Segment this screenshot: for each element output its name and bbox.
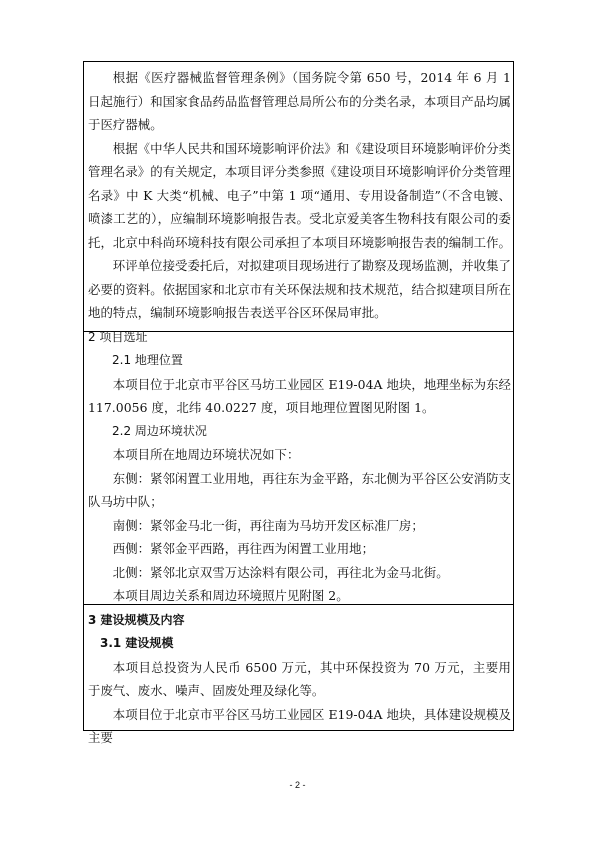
subsection-heading-scale: 3.1 建设规模: [100, 636, 174, 650]
paragraph-west-side: 西侧：紧邻金平西路，再往西为闲置工业用地；: [112, 541, 375, 556]
paragraph-classification: 根据《医疗器械监督管理条例》（国务院令第 650 号，2014 年 6 月 1 日起施行）和国家食品药品监督管理总局所公布的分类名录，本项目产品均属于医疗器械。: [88, 70, 511, 132]
paragraph-east-side: 东侧：紧邻闲置工业用地，再往东为金平路，东北侧为平谷区公安消防支队马坊中队；: [88, 470, 511, 509]
paragraph-surroundings-note: 本项目周边关系和周边环境照片见附图 2。: [112, 588, 349, 603]
paragraph-scale-details: 本项目位于北京市平谷区马坊工业园区 E19-04A 地块，具体建设规模及主要: [88, 706, 511, 745]
section-heading-site: 2 项目选址: [88, 329, 148, 344]
paragraph-eia-basis: 根据《中华人民共和国环境影响评价法》和《建设项目环境影响评价分类管理名录》的有关规定，本项目评分类参照《建设项目环境影响评价分类管理名录》中 K 大类“机械、电子”中第 1 项“通用、专用设备制造”（不含电镀、喷漆工艺的），应编制环境影响报告表。受北京爱美客生物科技有限公司的委托，北京中科尚环境科技有限公司承担了本项目环境影响报告表的编制工作。: [88, 140, 511, 250]
paragraph-location: 本项目位于北京市平谷区马坊工业园区 E19-04A 地块，地理坐标为东经 117.0056 度，北纬 40.0227 度，项目地理位置图见附图 1。: [88, 376, 511, 415]
paragraph-eia-process: 环评单位接受委托后，对拟建项目现场进行了勘察及现场监测，并收集了必要的资料。依据国家和北京市有关环保法规和技术规范，结合拟建项目所在地的特点，编制环境影响报告表送平谷区环保局审批。: [88, 258, 511, 320]
paragraph-investment: 本项目总投资为人民币 6500 万元，其中环保投资为 70 万元，主要用于废气、废水、噪声、固废处理及绿化等。: [88, 659, 511, 698]
subsection-heading-surroundings: 2.2 周边环境状况: [112, 423, 207, 438]
page-number: - 2 -: [289, 780, 306, 790]
document-body: [88, 66, 511, 750]
section-heading-scale: 3 建设规模及内容: [88, 612, 185, 627]
paragraph-north-side: 北侧：紧邻北京双雪万达涂料有限公司，再往北为金马北街。: [112, 564, 449, 580]
subsection-heading-location: 2.1 地理位置: [112, 353, 183, 367]
paragraph-south-side: 南侧：紧邻金马北一街，再往南为马坊开发区标准厂房；: [112, 517, 424, 533]
paragraph-surroundings-intro: 本项目所在地周边环境状况如下：: [112, 447, 300, 462]
